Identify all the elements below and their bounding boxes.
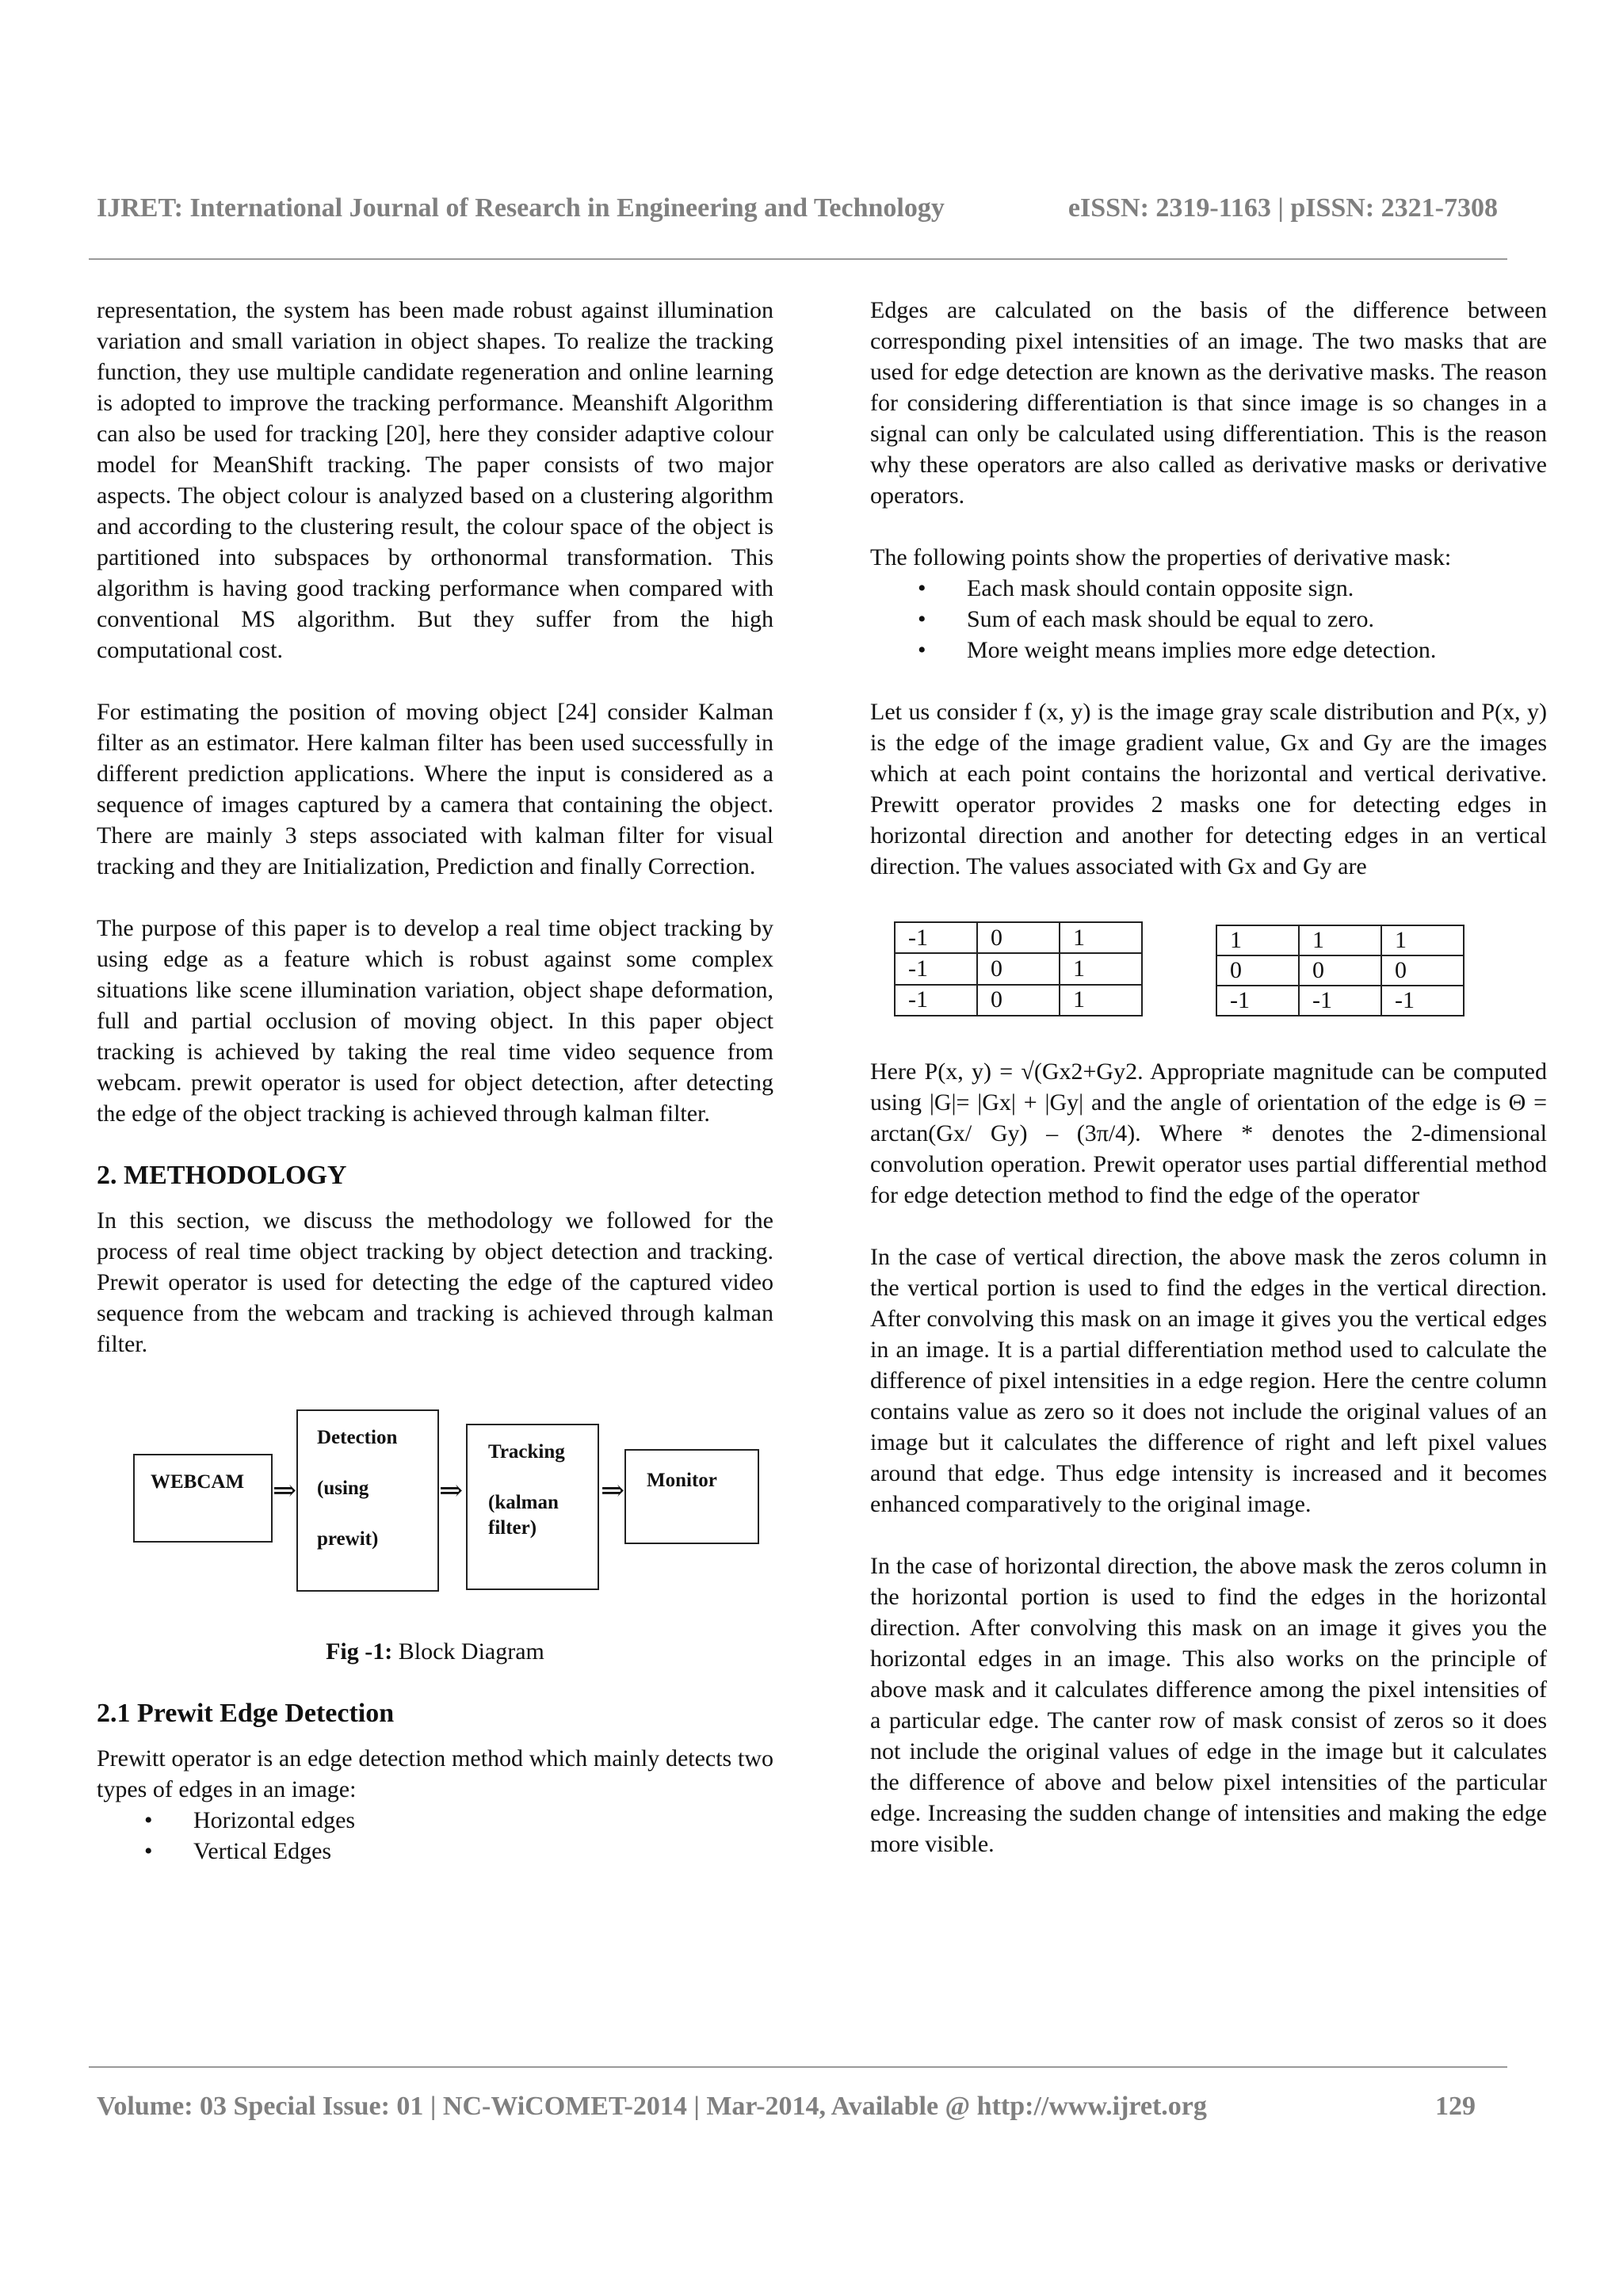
- issn: eISSN: 2319-1163 | pISSN: 2321-7308: [1067, 193, 1498, 223]
- prewitt-masks: [894, 921, 1465, 1016]
- left-column: [97, 295, 773, 1897]
- mask-cell: 0: [977, 922, 1060, 953]
- list-item: • Horizontal edges: [97, 1805, 773, 1836]
- figure-caption: [97, 1636, 773, 1667]
- detection-label: prewit): [317, 1528, 379, 1550]
- mask-cell: -1: [1381, 986, 1464, 1016]
- mask-cell: 0: [1381, 955, 1464, 986]
- paragraph: In the case of vertical direction, the above mask the zeros column in the vertical portion is used to find the edges in the vertical direction. After convolving this mask on an image it gives you the vertical edges in an image. It is a partial differentiation method used to calculate the difference of pixel intensities in a edge region. Here the centre column contains value as zero so it does not include the original values of an image but it calculates the difference of right and left pixel values around that edge. Thus edge intensity is increased and it becomes enhanced comparatively to the original image.: [870, 1244, 1547, 1517]
- page-number: 129: [1435, 2092, 1476, 2121]
- mask-cell: -1: [1216, 986, 1299, 1016]
- tracking-label: filter): [488, 1517, 537, 1539]
- mask-cell: -1: [895, 922, 977, 953]
- paragraph: Let us consider f (x, y) is the image gray scale distribution and P(x, y) is the edge of the image gradient value, Gx and Gy are the images which at each point contains the horizontal and vertical derivative. Prewitt operator provides 2 masks one for detecting edges in horizontal direction and another for detecting edges in an vertical direction. The values associated with Gx and Gy are: [870, 699, 1547, 879]
- webcam-box: [133, 1454, 273, 1543]
- detection-label: (using: [317, 1478, 369, 1499]
- tracking-label: (kalman: [488, 1492, 559, 1513]
- paragraph: Edges are calculated on the basis of the difference between corresponding pixel intensities of an image. The two masks that are used for edge detection are known as the derivative masks. The reason for considering differentiation is that since image is so changes in a signal can only be calculated using differentiation. This is the reason why these operators are also called as derivative masks or derivative operators.: [870, 297, 1547, 509]
- detection-label: Detection: [317, 1427, 398, 1448]
- footer-rule: [89, 2066, 1507, 2068]
- paragraph: For estimating the position of moving object [24] consider Kalman filter as an estimator. Here kalman filter has been used successfully in different prediction applications. Where the input is considered as a sequence of images captured by a camera that containing the object. There are mainly 3 steps associated with kalman filter for visual tracking and they are Initialization, Prediction and finally Correction.: [97, 699, 773, 879]
- paragraph: representation, the system has been made robust against illumination variation and small variation in object shapes. To realize the tracking function, they use multiple candidate regeneration and online learning is adopted to improve the tracking performance. Meanshift Algorithm can also be used for tracking [20], here they consider adaptive colour model for MeanShift tracking. The paper consists of two major aspects. The object colour is analyzed based on a clustering algorithm and according to the clustering result, the colour space of the object is partitioned into subspaces by orthonormal transformation. This algorithm is having good tracking performance when compared with conventional MS algorithm. But they suffer from the high computational cost.: [97, 297, 773, 663]
- gx-mask: [894, 921, 1143, 1016]
- right-column: [870, 295, 1547, 1890]
- arrow-icon: ⇒: [273, 1474, 297, 1506]
- mask-cell: 1: [1381, 925, 1464, 955]
- mask-cell: 1: [1060, 985, 1142, 1016]
- list-item: • More weight means implies more edge detection.: [870, 635, 1547, 666]
- block-diagram: [97, 1390, 773, 1636]
- mask-cell: -1: [895, 985, 977, 1016]
- mask-cell: 0: [977, 953, 1060, 984]
- mask-cell: -1: [1299, 986, 1381, 1016]
- detection-box: [296, 1409, 439, 1592]
- tracking-box: [466, 1424, 599, 1590]
- caption-label: Fig -1:: [326, 1638, 393, 1665]
- webcam-label: WEBCAM: [151, 1471, 245, 1493]
- paragraph: Prewitt operator is an edge detection method which mainly detects two types of edges in an image:: [97, 1745, 773, 1802]
- tracking-label: Tracking: [488, 1441, 565, 1463]
- section-heading: 2. METHODOLOGY: [97, 1161, 347, 1190]
- mask-cell: 1: [1060, 953, 1142, 984]
- journal-title: IJRET: International Journal of Research in Engineering and Technology: [97, 193, 945, 223]
- volume-info: Volume: 03 Special Issue: 01 | NC-WiCOMET-2014 | Mar-2014, Available @ http://www.ijret.org: [97, 2092, 1207, 2121]
- mask-cell: 1: [1299, 925, 1381, 955]
- bullet-list: [97, 1805, 773, 1867]
- paragraph: In this section, we discuss the methodology we followed for the process of real time object tracking by object detection and tracking. Prewit operator is used for detecting the edge of the captured video sequence from the webcam and tracking is achieved through kalman filter.: [97, 1207, 773, 1357]
- list-item: • Vertical Edges: [97, 1836, 773, 1867]
- bullet-list: [870, 573, 1547, 666]
- arrow-icon: ⇒: [601, 1474, 625, 1506]
- running-footer: [97, 2092, 1476, 2122]
- caption-text: Block Diagram: [392, 1638, 544, 1665]
- arrow-icon: ⇒: [439, 1474, 464, 1506]
- paragraph: Here P(x, y) = √(Gx2+Gy2. Appropriate magnitude can be computed using |G|= |Gx| + |Gy| and the angle of orientation of the edge is Θ = arctan(Gx/ Gy) – (3π/4). Where * denotes the 2-dimensional convolution operation. Prewit operator uses partial differential method for edge detection method to find the edge of the operator: [870, 1058, 1547, 1208]
- mask-cell: -1: [895, 953, 977, 984]
- subsection-heading: 2.1 Prewit Edge Detection: [97, 1699, 395, 1728]
- mask-cell: 1: [1060, 922, 1142, 953]
- list-item: • Sum of each mask should be equal to zero.: [870, 604, 1547, 635]
- monitor-box: [624, 1449, 759, 1544]
- gy-mask: [1216, 925, 1465, 1016]
- monitor-label: Monitor: [647, 1470, 717, 1491]
- running-header: [97, 193, 1498, 223]
- paragraph: In the case of horizontal direction, the above mask the zeros column in the horizontal portion is used to find the edges in the horizontal direction. After convolving this mask on an image it gives you the horizontal edges in an image. This also works on the principle of above mask and it calculates difference among the pixel intensities of a particular edge. The canter row of mask consist of zeros so it does not include the original values of edge in the image but it calculates the difference of above and below pixel intensities of the particular edge. Increasing the sudden change of intensities and making the edge more visible.: [870, 1553, 1547, 1857]
- mask-cell: 0: [1299, 955, 1381, 986]
- paragraph: The purpose of this paper is to develop a real time object tracking by using edge as a feature which is robust against some complex situations like scene illumination variation, object shape deformation, full and partial occlusion of moving object. In this paper object tracking is achieved by taking the real time video sequence from webcam. prewit operator is used for object detection, after detecting the edge of the object tracking is achieved through kalman filter.: [97, 915, 773, 1127]
- paragraph: The following points show the properties of derivative mask:: [870, 544, 1452, 570]
- mask-cell: 0: [977, 985, 1060, 1016]
- header-rule: [89, 258, 1507, 260]
- list-item: • Each mask should contain opposite sign.: [870, 573, 1547, 604]
- mask-cell: 1: [1216, 925, 1299, 955]
- mask-cell: 0: [1216, 955, 1299, 986]
